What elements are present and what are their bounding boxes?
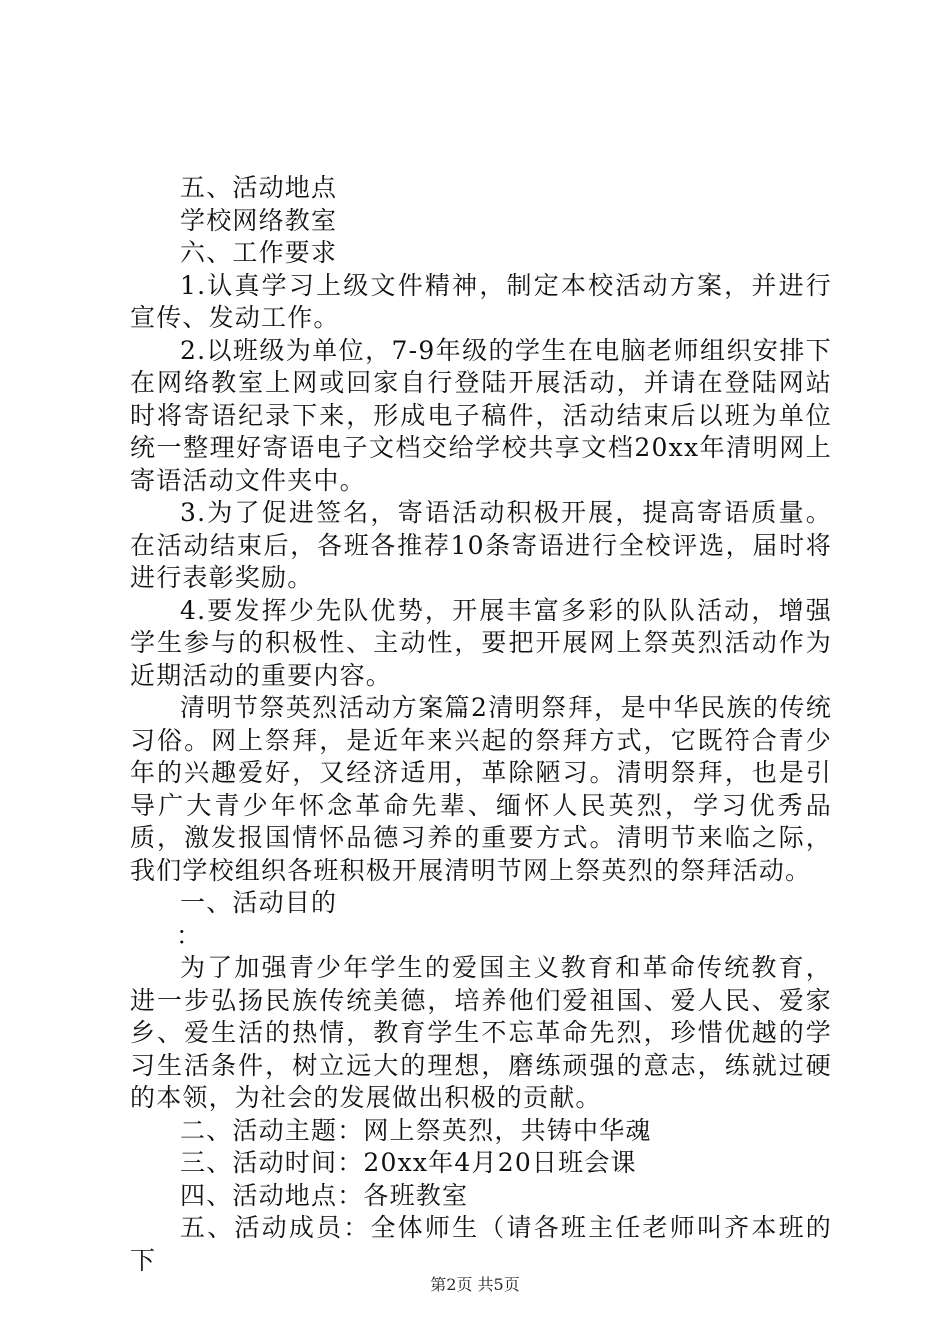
document-body (130, 172, 832, 1277)
paragraph: 2.以班级为单位，7-9年级的学生在电脑老师组织安排下在网络教室上网或回家自行登陆开展活动，并请在登陆网站时将寄语纪录下来，形成电子稿件，活动结束后以班为单位统一整理好寄语电子文档交给学校共享文档20xx年清明网上寄语活动文件夹中。 (130, 335, 832, 495)
paragraph: 3.为了促进签名，寄语活动积极开展，提高寄语质量。在活动结束后，各班各推荐10条寄语进行全校评选，届时将进行表彰奖励。 (130, 498, 832, 592)
paragraph: 学校网络教室 (180, 205, 338, 235)
section-heading-purpose: 一、活动目的 (180, 888, 338, 917)
section-heading-place: 四、活动地点：各班教室 (180, 1180, 469, 1210)
section-heading-theme: 二、活动主题：网上祭英烈，共铸中华魂 (180, 1115, 652, 1145)
section-heading-time: 三、活动时间：20xx年4月20日班会课 (180, 1148, 637, 1177)
section-heading-members: 五、活动成员：全体师生（请各班主任老师叫齐本班的下 (130, 1213, 832, 1275)
section-heading-requirements: 六、工作要求 (180, 238, 338, 267)
paragraph: 为了加强青少年学生的爱国主义教育和革命传统教育，进一步弘扬民族传统美德，培养他们爱祖国、爱人民、爱家乡、爱生活的热情，教育学生不忘革命先烈，珍惜优越的学习生活条件，树立远大的理想，磨练顽强的意志，练就过硬的本领，为社会的发展做出积极的贡献。 (130, 953, 832, 1112)
page-footer: 第2页 共5页 (430, 1275, 520, 1294)
paragraph: 4.要发挥少先队优势，开展丰富多彩的队队活动，增强学生参与的积极性、主动性，要把开展网上祭英烈活动作为近期活动的重要内容。 (130, 595, 832, 690)
paragraph: ： (176, 920, 203, 950)
section-heading-location: 五、活动地点 (180, 173, 338, 202)
paragraph: 1.认真学习上级文件精神，制定本校活动方案，并进行宣传、发动工作。 (130, 270, 832, 332)
paragraph: 清明节祭英烈活动方案篇2清明祭拜，是中华民族的传统习俗。网上祭拜，是近年来兴起的祭拜方式，它既符合青少年的兴趣爱好，又经济适用，革除陋习。清明祭拜，也是引导广大青少年怀念革命先辈、缅怀人民英烈，学习优秀品质，激发报国情怀品德习养的重要方式。清明节来临之际，我们学校组织各班积极开展清明节网上祭英烈的祭拜活动。 (130, 693, 832, 885)
